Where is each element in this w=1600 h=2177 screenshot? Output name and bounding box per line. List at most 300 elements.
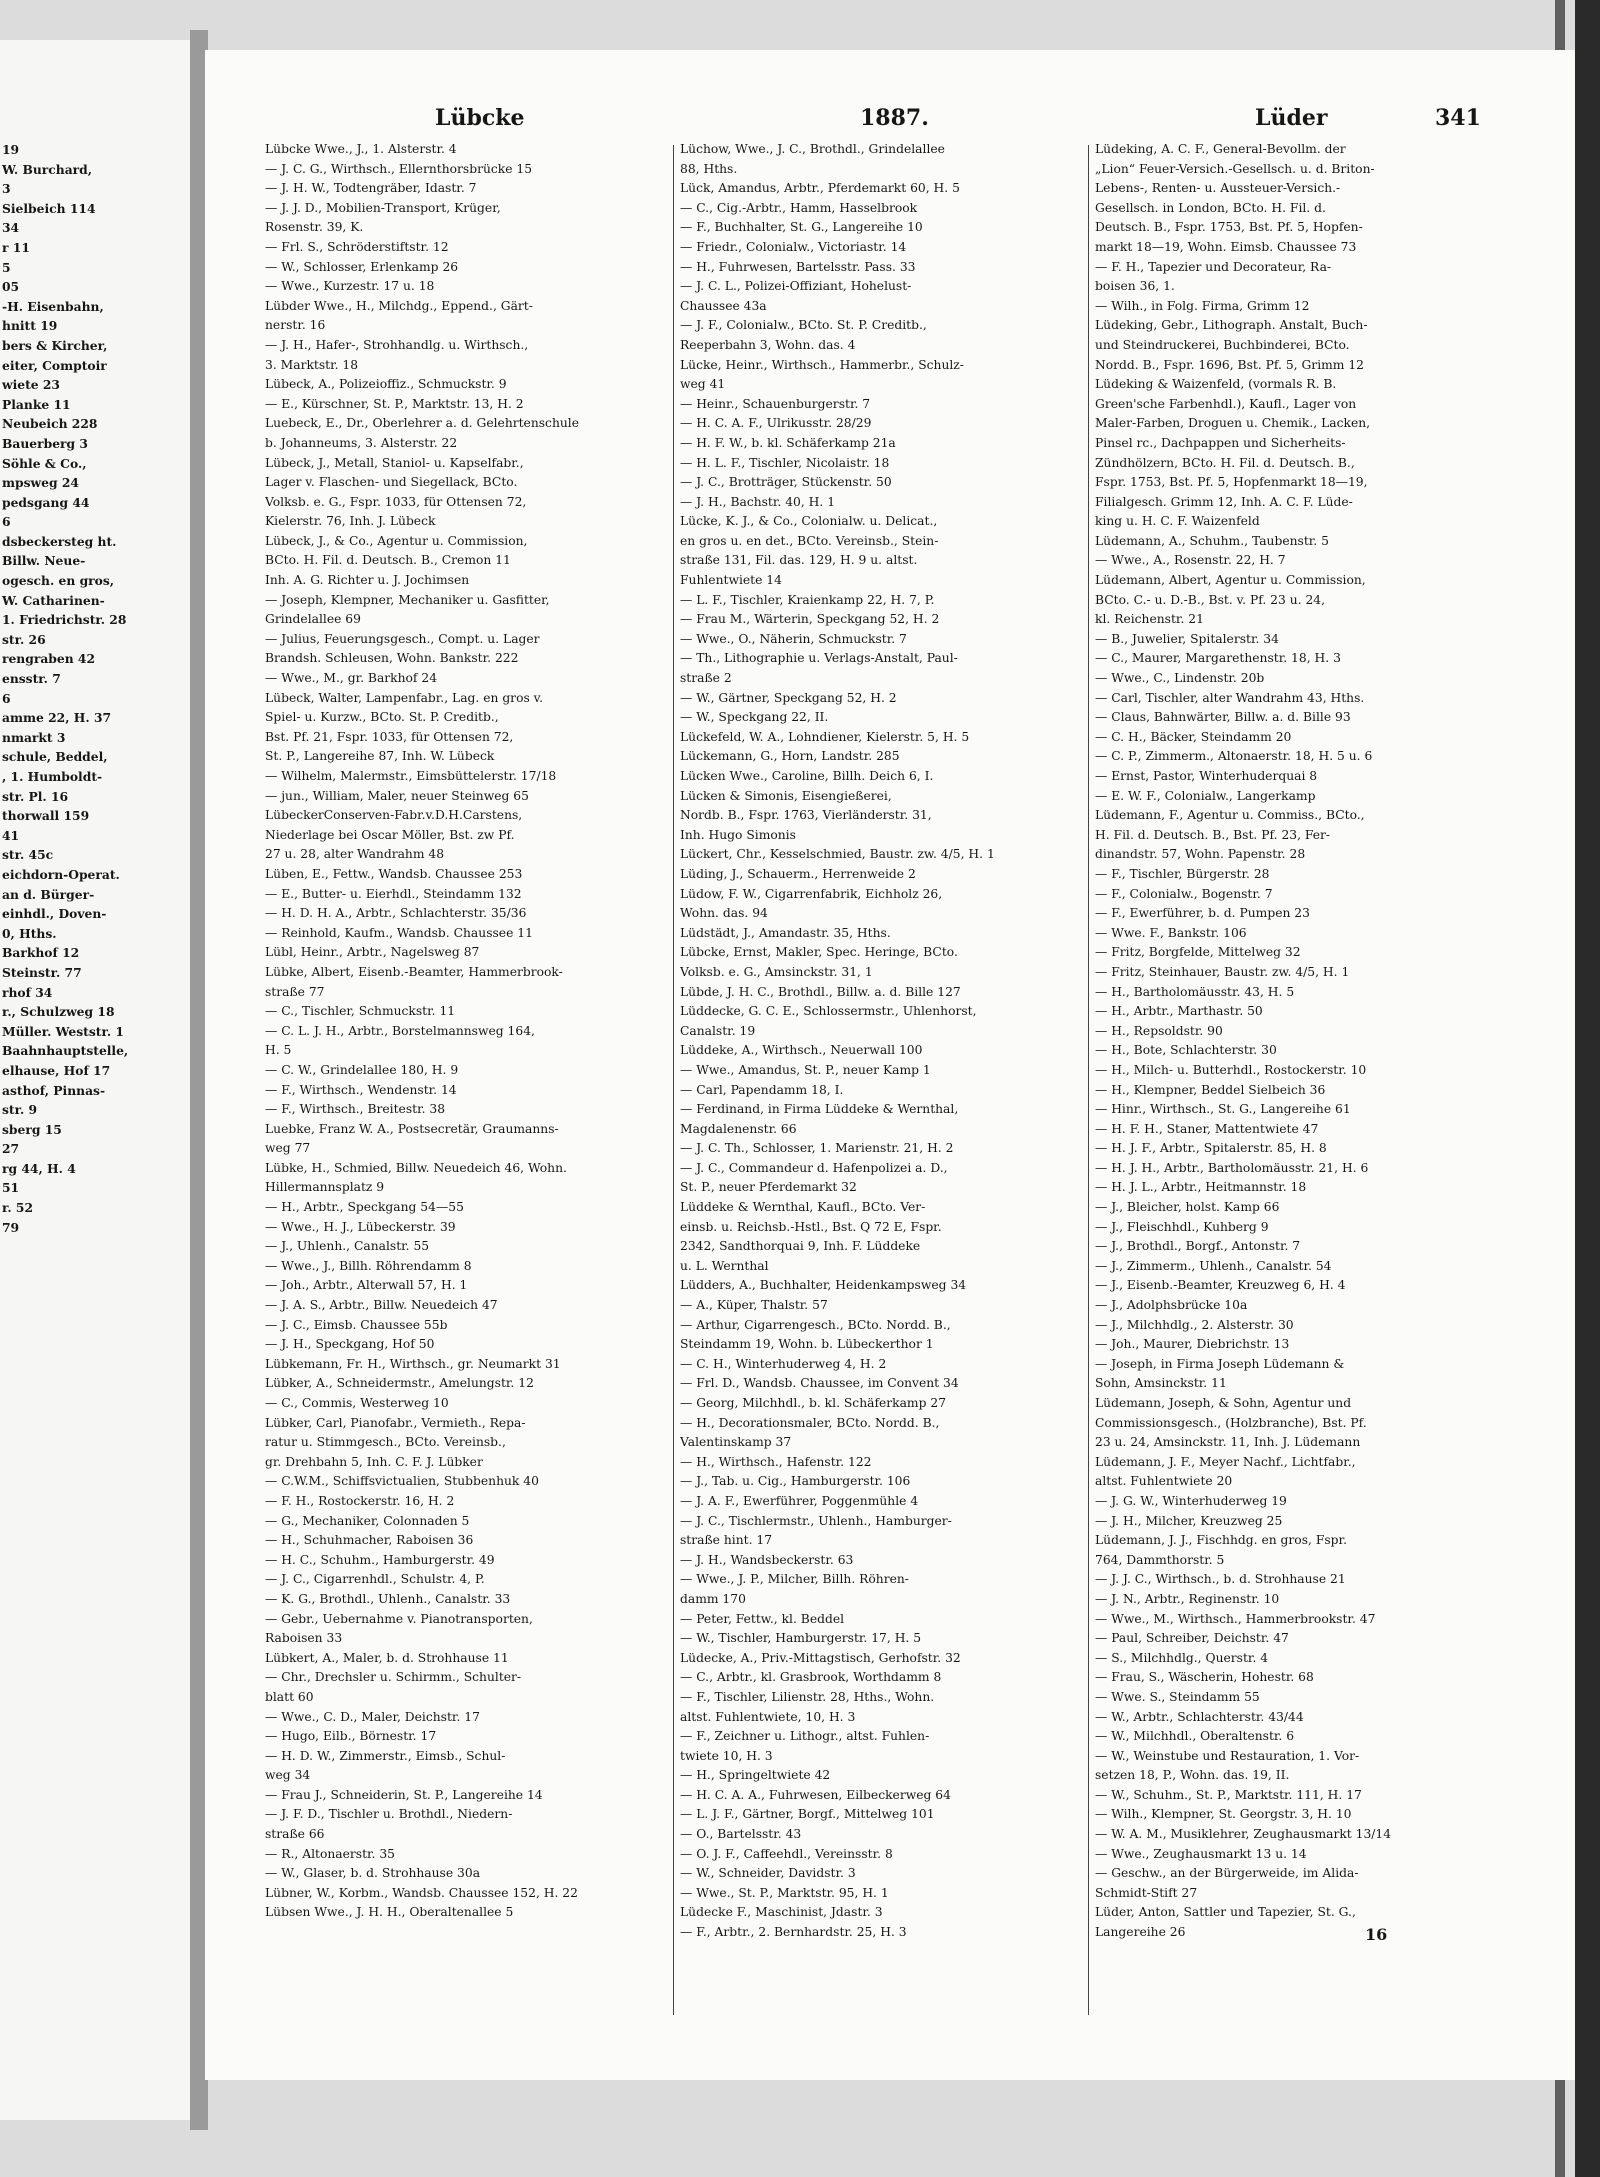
directory-entry: Lüdders, A., Buchhalter, Heidenkampsweg 34	[680, 1278, 967, 1293]
previous-page-line: str. 45c	[2, 847, 54, 863]
previous-page-line: amme 22, H. 37	[2, 710, 112, 726]
directory-entry: — Wwe. F., Bankstr. 106	[1095, 925, 1247, 940]
directory-entry: — Wwe., H. J., Lübeckerstr. 39	[265, 1219, 456, 1234]
directory-entry: — F., Buchhalter, St. G., Langereihe 10	[680, 220, 923, 235]
previous-page-line: einhdl., Doven-	[2, 906, 107, 922]
directory-entry: Lüdemann, J. F., Meyer Nachf., Lichtfabr.,	[1095, 1454, 1356, 1469]
previous-page-line: Sielbeich 114	[2, 200, 96, 216]
directory-entry: 23 u. 24, Amsinckstr. 11, Inh. J. Lüdemann	[1095, 1435, 1361, 1450]
directory-entry: Lübde, J. H. C., Brothdl., Billw. a. d. Bille 127	[680, 984, 961, 999]
previous-page-line: 27	[2, 1141, 20, 1157]
column-1	[265, 140, 670, 1923]
directory-entry: — J. H., Hafer-, Strohhandlg. u. Wirthsch.,	[265, 337, 529, 352]
previous-page-line: thorwall 159	[2, 808, 90, 824]
directory-entry: — H., Springeltwiete 42	[680, 1768, 831, 1783]
directory-entry: — H., Arbtr., Marthastr. 50	[1095, 1004, 1263, 1019]
directory-entry: — H. J. H., Arbtr., Bartholomäusstr. 21, H. 6	[1095, 1160, 1369, 1175]
directory-entry: — Frl. D., Wandsb. Chaussee, im Convent 34	[680, 1376, 959, 1391]
directory-entry: Valentinskamp 37	[680, 1435, 792, 1450]
previous-page-line: Billw. Neue-	[2, 553, 86, 569]
directory-entry: — F., Ewerführer, b. d. Pumpen 23	[1095, 906, 1310, 921]
directory-entry: Volksb. e. G., Fspr. 1033, für Ottensen 72,	[265, 494, 527, 509]
previous-page-line: r. 52	[2, 1200, 34, 1216]
directory-entry: Lübsen Wwe., J. H. H., Oberaltenallee 5	[265, 1905, 514, 1920]
directory-entry: — Wwe., O., Näherin, Schmuckstr. 7	[680, 631, 907, 646]
directory-entry: — C. L. J. H., Arbtr., Borstelmannsweg 164,	[265, 1023, 535, 1038]
previous-page-edge	[0, 40, 192, 2120]
directory-entry: — L. J. F., Gärtner, Borgf., Mittelweg 101	[680, 1807, 935, 1822]
directory-entry: 2342, Sandthorquai 9, Inh. F. Lüddeke	[680, 1239, 921, 1254]
directory-entry: — J. H. W., Todtengräber, Idastr. 7	[265, 181, 477, 196]
directory-entry: — Friedr., Colonialw., Victoriastr. 14	[680, 239, 907, 254]
directory-entry: kl. Reichenstr. 21	[1095, 612, 1204, 627]
directory-entry: — H. F. H., Staner, Mattentwiete 47	[1095, 1121, 1319, 1136]
directory-entry: — A., Küper, Thalstr. 57	[680, 1298, 828, 1313]
directory-entry: Inh. Hugo Simonis	[680, 827, 796, 842]
directory-entry: Lüdow, F. W., Cigarrenfabrik, Eichholz 26,	[680, 886, 943, 901]
previous-page-line: wiete 23	[2, 377, 60, 393]
previous-page-line: nmarkt 3	[2, 729, 66, 745]
directory-entry: Lüding, J., Schauerm., Herrenweide 2	[680, 866, 916, 881]
directory-entry: — Hinr., Wirthsch., St. G., Langereihe 61	[1095, 1102, 1351, 1117]
previous-page-line: ogesch. en gros,	[2, 573, 115, 589]
directory-entry: Luebke, Franz W. A., Postsecretär, Graumanns-	[265, 1121, 559, 1136]
previous-page-line: bers & Kircher,	[2, 337, 108, 353]
previous-page-line: W. Burchard,	[2, 161, 93, 177]
directory-entry: Deutsch. B., Fspr. 1753, Bst. Pf. 5, Hopfen-	[1095, 220, 1363, 235]
directory-entry: — J. A. S., Arbtr., Billw. Neuedeich 47	[265, 1298, 498, 1313]
directory-entry: — Wwe., St. P., Marktstr. 95, H. 1	[680, 1885, 889, 1900]
directory-entry: gr. Drehbahn 5, Inh. C. F. J. Lübker	[265, 1454, 483, 1469]
directory-entry: — H., Bote, Schlachterstr. 30	[1095, 1043, 1277, 1058]
previous-page-line: 51	[2, 1180, 20, 1196]
previous-page-line: Steinstr. 77	[2, 964, 82, 980]
previous-page-line: rhof 34	[2, 984, 53, 1000]
directory-entry: und Steindruckerei, Buchbinderei, BCto.	[1095, 337, 1350, 352]
previous-page-line: 05	[2, 279, 20, 295]
directory-entry: — W., Glaser, b. d. Strohhause 30a	[265, 1866, 481, 1881]
directory-entry: — F., Colonialw., Bogenstr. 7	[1095, 886, 1273, 901]
directory-entry: — K. G., Brothdl., Uhlenh., Canalstr. 33	[265, 1591, 511, 1606]
directory-entry: — W., Schlosser, Erlenkamp 26	[265, 259, 459, 274]
directory-entry: Lüdeking, A. C. F., General-Bevollm. der	[1095, 142, 1346, 156]
directory-entry: u. L. Wernthal	[680, 1258, 769, 1273]
running-head-left: Lübcke	[435, 105, 525, 131]
directory-entry: — Fritz, Steinhauer, Baustr. zw. 4/5, H. 1	[1095, 964, 1350, 979]
directory-entry: — O. J. F., Caffeehdl., Vereinsstr. 8	[680, 1846, 893, 1861]
directory-entry: — J. C. L., Polizei-Offiziant, Hohelust-	[680, 279, 912, 294]
directory-entry: Zündhölzern, BCto. H. Fil. d. Deutsch. B.,	[1095, 455, 1355, 470]
directory-entry: Lückefeld, W. A., Lohndiener, Kielerstr. 5, H. 5	[680, 729, 970, 744]
previous-page-line: Planke 11	[2, 396, 71, 412]
directory-entry: Lückert, Chr., Kesselschmied, Baustr. zw. 4/5, H. 1	[680, 847, 995, 862]
previous-page-line: 19	[2, 142, 20, 157]
directory-entry: — J., Adolphsbrücke 10a	[1095, 1298, 1248, 1313]
directory-entry: — S., Milchhdlg., Querstr. 4	[1095, 1650, 1269, 1665]
directory-entry: „Lion“ Feuer-Versich.-Gesellsch. u. d. Briton-	[1095, 161, 1375, 176]
directory-entry: — W., Arbtr., Schlachterstr. 43/44	[1095, 1709, 1304, 1724]
directory-entry: — H., Wirthsch., Hafenstr. 122	[680, 1454, 872, 1469]
directory-entry: weg 34	[265, 1768, 311, 1783]
directory-entry: — H. C., Schuhm., Hamburgerstr. 49	[265, 1552, 495, 1567]
directory-entry: — E. W. F., Colonialw., Langerkamp	[1095, 788, 1316, 803]
directory-entry: 3. Marktstr. 18	[265, 357, 359, 372]
directory-entry: — Frau J., Schneiderin, St. P., Langereihe 14	[265, 1787, 543, 1802]
previous-page-line: rg 44, H. 4	[2, 1160, 76, 1176]
directory-entry: markt 18—19, Wohn. Eimsb. Chaussee 73	[1095, 239, 1357, 254]
directory-entry: Lübke, Albert, Eisenb.-Beamter, Hammerbrook-	[265, 964, 563, 979]
directory-entry: — C., Tischler, Schmuckstr. 11	[265, 1004, 456, 1019]
previous-page-line: , 1. Humboldt-	[2, 769, 103, 784]
directory-entry: — F., Zeichner u. Lithogr., altst. Fuhlen-	[680, 1729, 930, 1744]
previous-page-line: -H. Eisenbahn,	[2, 298, 104, 314]
directory-entry: — F., Tischler, Lilienstr. 28, Hths., Wohn.	[680, 1689, 935, 1704]
previous-page-line: str. 9	[2, 1102, 38, 1118]
directory-entry: BCto. C.- u. D.-B., Bst. v. Pf. 23 u. 24,	[1095, 592, 1326, 607]
directory-entry: — H., Klempner, Beddel Sielbeich 36	[1095, 1082, 1326, 1097]
previous-page-line: 41	[2, 827, 20, 843]
directory-entry: — Wilh., in Folg. Firma, Grimm 12	[1095, 298, 1310, 313]
directory-entry: — Ernst, Pastor, Winterhuderquai 8	[1095, 769, 1318, 783]
directory-entry: Volksb. e. G., Amsinckstr. 31, 1	[680, 964, 873, 979]
directory-entry: Lüdeking & Waizenfeld, (vormals R. B.	[1095, 377, 1337, 392]
directory-entry: boisen 36, 1.	[1095, 279, 1175, 294]
previous-page-line: elhause, Hof 17	[2, 1062, 111, 1078]
directory-entry: Langereihe 26	[1095, 1925, 1186, 1940]
directory-entry: twiete 10, H. 3	[680, 1748, 773, 1763]
directory-entry: — H., Milch- u. Butterhdl., Rostockerstr. 10	[1095, 1062, 1367, 1077]
previous-page-line: 79	[2, 1219, 20, 1235]
signature-mark: 16	[1365, 1925, 1388, 1944]
directory-entry: — R., Altonaerstr. 35	[265, 1846, 395, 1861]
directory-entry: Lebens-, Renten- u. Aussteuer-Versich.-	[1095, 181, 1341, 196]
directory-entry: damm 170	[680, 1591, 746, 1606]
directory-entry: Kielerstr. 76, Inh. J. Lübeck	[265, 514, 436, 529]
directory-entry: — Wwe. S., Steindamm 55	[1095, 1689, 1260, 1704]
column-rule-1	[673, 145, 674, 2015]
directory-entry: Fspr. 1753, Bst. Pf. 5, Hopfenmarkt 18—19,	[1095, 475, 1368, 490]
previous-page-line: Baahnhauptstelle,	[2, 1043, 129, 1059]
directory-entry: — H. C. A. F., Ulrikusstr. 28/29	[680, 416, 872, 431]
directory-entry: Brandsh. Schleusen, Wohn. Bankstr. 222	[265, 651, 519, 666]
previous-page-text	[0, 140, 190, 1237]
running-head-right: Lüder	[1255, 105, 1328, 131]
directory-entry: — J. C., Brotträger, Stückenstr. 50	[680, 475, 892, 490]
directory-entry: — J. C. Th., Schlosser, 1. Marienstr. 21, H. 2	[680, 1141, 954, 1156]
directory-entry: Lübker, Carl, Pianofabr., Vermieth., Repa-	[265, 1415, 526, 1430]
directory-entry: Lüdeking, Gebr., Lithograph. Anstalt, Buch-	[1095, 318, 1368, 333]
directory-entry: b. Johanneums, 3. Alsterstr. 22	[265, 435, 458, 450]
directory-entry: — Wwe., Amandus, St. P., neuer Kamp 1	[680, 1062, 931, 1077]
directory-entry: — H., Arbtr., Speckgang 54—55	[265, 1200, 464, 1215]
directory-entry: — J., Milchhdlg., 2. Alsterstr. 30	[1095, 1317, 1294, 1332]
previous-page-line: Neubeich 228	[2, 416, 98, 432]
previous-page-line: pedsgang 44	[2, 494, 90, 510]
directory-entry: en gros u. en det., BCto. Vereinsb., Stein-	[680, 533, 939, 548]
directory-entry: — Chr., Drechsler u. Schirmm., Schulter-	[265, 1670, 522, 1685]
directory-entry: Lübeck, A., Polizeioffiz., Schmuckstr. 9	[265, 377, 507, 392]
directory-entry: — Wilh., Klempner, St. Georgstr. 3, H. 10	[1095, 1807, 1352, 1822]
directory-entry: — Frau M., Wärterin, Speckgang 52, H. 2	[680, 612, 940, 627]
directory-entry: Lüdecke, A., Priv.-Mittagstisch, Gerhofstr. 32	[680, 1650, 961, 1665]
directory-entry: — O., Bartelsstr. 43	[680, 1827, 802, 1842]
directory-entry: Lüddeke, A., Wirthsch., Neuerwall 100	[680, 1043, 923, 1058]
column-3	[1095, 140, 1500, 1943]
directory-entry: Lüder, Anton, Sattler und Tapezier, St. G.,	[1095, 1905, 1356, 1920]
running-head-year: 1887.	[860, 105, 929, 131]
previous-page-line: eiter, Comptoir	[2, 357, 107, 373]
directory-entry: Raboisen 33	[265, 1631, 343, 1646]
directory-entry: — H. F. W., b. kl. Schäferkamp 21a	[680, 435, 896, 450]
directory-entry: — J. J. D., Mobilien-Transport, Krüger,	[265, 200, 501, 215]
directory-entry: altst. Fuhlentwiete 20	[1095, 1474, 1233, 1489]
directory-entry: — Peter, Fettw., kl. Beddel	[680, 1611, 845, 1626]
directory-entry: Rosenstr. 39, K.	[265, 220, 364, 235]
directory-entry: — C.W.M., Schiffsvictualien, Stubbenhuk 40	[265, 1474, 539, 1489]
directory-entry: — C. P., Zimmerm., Altonaerstr. 18, H. 5 u. 6	[1095, 749, 1373, 764]
directory-entry: BCto. H. Fil. d. Deutsch. B., Cremon 11	[265, 553, 511, 568]
directory-entry: — Joseph, in Firma Joseph Lüdemann &	[1095, 1356, 1345, 1371]
directory-page	[205, 50, 1575, 2080]
directory-entry: — Joh., Arbtr., Alterwall 57, H. 1	[265, 1278, 468, 1293]
previous-page-line: 34	[2, 220, 20, 236]
directory-entry: — Fritz, Borgfelde, Mittelweg 32	[1095, 945, 1301, 960]
directory-entry: — H., Repsoldstr. 90	[1095, 1023, 1223, 1038]
directory-entry: — Georg, Milchhdl., b. kl. Schäferkamp 27	[680, 1396, 947, 1410]
directory-entry: — W., Tischler, Hamburgerstr. 17, H. 5	[680, 1631, 922, 1646]
directory-entry: — J. C., Eimsb. Chaussee 55b	[265, 1317, 448, 1332]
directory-entry: — G., Mechaniker, Colonnaden 5	[265, 1513, 470, 1528]
directory-entry: — C., Commis, Westerweg 10	[265, 1396, 449, 1410]
previous-page-line: Barkhof 12	[2, 945, 80, 961]
directory-entry: Lüdemann, J. J., Fischhdg. en gros, Fspr.	[1095, 1533, 1347, 1548]
directory-entry: Chaussee 43a	[680, 298, 767, 313]
directory-entry: 764, Dammthorstr. 5	[1095, 1552, 1225, 1567]
directory-entry: — F., Tischler, Bürgerstr. 28	[1095, 866, 1270, 881]
directory-entry: — H. J. L., Arbtr., Heitmannstr. 18	[1095, 1180, 1307, 1195]
directory-entry: — J. C., Commandeur d. Hafenpolizei a. D.,	[680, 1160, 948, 1175]
directory-entry: straße 2	[680, 671, 732, 686]
directory-entry: — Wwe., J. P., Milcher, Billh. Röhren-	[680, 1572, 909, 1587]
directory-entry: Maler-Farben, Droguen u. Chemik., Lacken,	[1095, 416, 1371, 431]
directory-entry: Steindamm 19, Wohn. b. Lübeckerthor 1	[680, 1337, 934, 1352]
directory-entry: — J. G. W., Winterhuderweg 19	[1095, 1493, 1287, 1508]
directory-entry: — J., Zimmerm., Uhlenh., Canalstr. 54	[1095, 1258, 1332, 1273]
directory-entry: — F., Wirthsch., Breitestr. 38	[265, 1102, 446, 1117]
directory-entry: — J. N., Arbtr., Reginenstr. 10	[1095, 1591, 1280, 1606]
directory-entry: — W., Gärtner, Speckgang 52, H. 2	[680, 690, 897, 705]
directory-entry: Lüdemann, A., Schuhm., Taubenstr. 5	[1095, 533, 1329, 548]
directory-entry: — Paul, Schreiber, Deichstr. 47	[1095, 1631, 1289, 1646]
previous-page-line: 0, Hths.	[2, 925, 57, 941]
directory-entry: Lückemann, G., Horn, Landstr. 285	[680, 749, 900, 764]
directory-entry: Lüdemann, Albert, Agentur u. Commission,	[1095, 573, 1366, 588]
directory-entry: Lüdemann, Joseph, & Sohn, Agentur und	[1095, 1396, 1352, 1410]
directory-entry: H. 5	[265, 1043, 292, 1058]
directory-entry: — F., Wirthsch., Wendenstr. 14	[265, 1082, 457, 1097]
directory-entry: — E., Butter- u. Eierhdl., Steindamm 132	[265, 886, 522, 901]
directory-entry: — J. H., Milcher, Kreuzweg 25	[1095, 1513, 1283, 1528]
directory-entry: — C. W., Grindelallee 180, H. 9	[265, 1062, 459, 1077]
directory-entry: weg 77	[265, 1141, 311, 1156]
directory-entry: — C. H., Winterhuderweg 4, H. 2	[680, 1356, 887, 1371]
directory-entry: — H. C. A. A., Fuhrwesen, Eilbeckerweg 64	[680, 1787, 951, 1802]
page-number: 341	[1435, 105, 1481, 131]
directory-entry: Luebeck, E., Dr., Oberlehrer a. d. Gelehrtenschule	[265, 416, 579, 431]
directory-entry: Lübner, W., Korbm., Wandsb. Chaussee 152, H. 22	[265, 1885, 578, 1900]
directory-entry: king u. H. C. F. Waizenfeld	[1095, 514, 1260, 529]
directory-entry: Niederlage bei Oscar Möller, Bst. zw Pf.	[265, 827, 515, 842]
previous-page-line: rengraben 42	[2, 651, 96, 667]
directory-entry: — Hugo, Eilb., Börnestr. 17	[265, 1729, 437, 1744]
previous-page-line: r 11	[2, 239, 30, 255]
directory-entry: Lüdecke F., Maschinist, Jdastr. 3	[680, 1905, 883, 1920]
directory-entry: Green'sche Farbenhdl.), Kaufl., Lager von	[1095, 396, 1357, 411]
directory-entry: Lübeck, J., Metall, Staniol- u. Kapselfabr.,	[265, 455, 524, 470]
previous-page-line: 1. Friedrichstr. 28	[2, 612, 127, 628]
directory-entry: — J., Uhlenh., Canalstr. 55	[265, 1239, 430, 1254]
directory-entry: Lüben, E., Fettw., Wandsb. Chaussee 253	[265, 866, 523, 881]
previous-page-line: mpsweg 24	[2, 475, 79, 491]
directory-entry: — J. F., Colonialw., BCto. St. P. Creditb.,	[680, 318, 927, 333]
directory-entry: — W., Speckgang 22, II.	[680, 710, 829, 725]
directory-entry: Lüchow, Wwe., J. C., Brothdl., Grindelallee	[680, 142, 945, 156]
column-rule-2	[1088, 145, 1089, 2015]
directory-entry: Lücke, Heinr., Wirthsch., Hammerbr., Schulz-	[680, 357, 964, 372]
directory-entry: — Wwe., M., Wirthsch., Hammerbrookstr. 47	[1095, 1611, 1376, 1626]
directory-entry: Canalstr. 19	[680, 1023, 756, 1038]
directory-entry: — F. H., Rostockerstr. 16, H. 2	[265, 1493, 455, 1508]
directory-entry: setzen 18, P., Wohn. das. 19, II.	[1095, 1768, 1290, 1783]
directory-entry: Hillermannsplatz 9	[265, 1180, 385, 1195]
directory-entry: — J. H., Bachstr. 40, H. 1	[680, 494, 836, 509]
directory-entry: Pinsel rc., Dachpappen und Sicherheits-	[1095, 435, 1346, 450]
directory-entry: — E., Kürschner, St. P., Marktstr. 13, H. 2	[265, 396, 524, 411]
directory-entry: Lübker, A., Schneidermstr., Amelungstr. 12	[265, 1376, 534, 1391]
directory-entry: Grindelallee 69	[265, 612, 361, 627]
directory-entry: — Wwe., A., Rosenstr. 22, H. 7	[1095, 553, 1286, 568]
directory-entry: — L. F., Tischler, Kraienkamp 22, H. 7, P.	[680, 592, 935, 607]
directory-entry: — F., Arbtr., 2. Bernhardstr. 25, H. 3	[680, 1925, 907, 1940]
directory-entry: altst. Fuhlentwiete, 10, H. 3	[680, 1709, 856, 1724]
directory-entry: — H. D. W., Zimmerstr., Eimsb., Schul-	[265, 1748, 506, 1763]
previous-page-line: Müller. Weststr. 1	[2, 1023, 124, 1039]
directory-entry: straße 77	[265, 984, 325, 999]
directory-entry: — Joh., Maurer, Diebrichstr. 13	[1095, 1337, 1290, 1352]
directory-entry: straße 131, Fil. das. 129, H. 9 u. altst.	[680, 553, 918, 568]
directory-entry: — Wwe., Kurzestr. 17 u. 18	[265, 279, 435, 294]
previous-page-line: hnitt 19	[2, 318, 58, 334]
directory-entry: — Arthur, Cigarrengesch., BCto. Nordd. B.,	[680, 1317, 951, 1332]
directory-entry: — J. F. D., Tischler u. Brothdl., Niedern-	[265, 1807, 513, 1822]
directory-entry: nerstr. 16	[265, 318, 326, 333]
previous-page-line: 6	[2, 514, 11, 530]
previous-page-line: Söhle & Co.,	[2, 455, 87, 471]
directory-entry: St. P., neuer Pferdemarkt 32	[680, 1180, 857, 1195]
directory-entry: — Julius, Feuerungsgesch., Compt. u. Lager	[265, 631, 540, 646]
directory-entry: — F. H., Tapezier und Decorateur, Ra-	[1095, 259, 1332, 274]
previous-page-line: dsbeckersteg ht.	[2, 533, 117, 549]
previous-page-line: 3	[2, 181, 11, 197]
column-2	[680, 140, 1085, 1943]
directory-entry: — Wwe., Zeughausmarkt 13 u. 14	[1095, 1846, 1307, 1861]
directory-entry: — J. H., Speckgang, Hof 50	[265, 1337, 435, 1352]
directory-entry: — B., Juwelier, Spitalerstr. 34	[1095, 631, 1279, 646]
directory-entry: — Carl, Papendamm 18, I.	[680, 1082, 844, 1097]
directory-entry: Lübl, Heinr., Arbtr., Nagelsweg 87	[265, 945, 480, 960]
directory-entry: — J., Fleischhdl., Kuhberg 9	[1095, 1219, 1269, 1234]
directory-entry: — Heinr., Schauenburgerstr. 7	[680, 396, 871, 411]
directory-entry: Lübke, H., Schmied, Billw. Neuedeich 46, Wohn.	[265, 1160, 567, 1175]
directory-entry: — H., Fuhrwesen, Bartelsstr. Pass. 33	[680, 259, 916, 274]
directory-entry: — Wilhelm, Malermstr., Eimsbüttelerstr. 17/18	[265, 769, 557, 783]
directory-entry: — Wwe., C. D., Maler, Deichstr. 17	[265, 1709, 480, 1724]
previous-page-line: sberg 15	[2, 1121, 62, 1137]
directory-entry: — J. C. G., Wirthsch., Ellernthorsbrücke 15	[265, 161, 533, 176]
directory-entry: Lüddecke, G. C. E., Schlossermstr., Uhlenhorst,	[680, 1004, 977, 1019]
directory-entry: Bst. Pf. 21, Fspr. 1033, für Ottensen 72,	[265, 729, 514, 744]
directory-entry: ratur u. Stimmgesch., BCto. Vereinsb.,	[265, 1435, 506, 1450]
directory-entry: — H., Schuhmacher, Raboisen 36	[265, 1533, 474, 1548]
previous-page-line: asthof, Pinnas-	[2, 1082, 106, 1098]
directory-entry: Nordb. B., Fspr. 1763, Vierländerstr. 31,	[680, 808, 932, 823]
directory-entry: Lücken Wwe., Caroline, Billh. Deich 6, I.	[680, 769, 934, 783]
directory-entry: — Ferdinand, in Firma Lüddeke & Wernthal,	[680, 1102, 959, 1117]
previous-page-line: 6	[2, 690, 11, 706]
directory-entry: — C., Cig.-Arbtr., Hamm, Hasselbrook	[680, 200, 918, 215]
directory-entry: — H. J. F., Arbtr., Spitalerstr. 85, H. 8	[1095, 1141, 1327, 1156]
directory-entry: straße 66	[265, 1827, 325, 1842]
directory-entry: Lübcke, Ernst, Makler, Spec. Heringe, BCto.	[680, 945, 958, 960]
directory-entry: Schmidt-Stift 27	[1095, 1885, 1198, 1900]
directory-entry: blatt 60	[265, 1689, 314, 1704]
directory-entry: — W., Milchhdl., Oberaltenstr. 6	[1095, 1729, 1295, 1744]
directory-entry: — Geschw., an der Bürgerweide, im Alida-	[1095, 1866, 1359, 1881]
directory-entry: Commissionsgesch., (Holzbranche), Bst. Pf.	[1095, 1415, 1367, 1430]
previous-page-line: eichdorn-Operat.	[2, 866, 120, 882]
previous-page-line: ensstr. 7	[2, 671, 61, 687]
directory-entry: — C., Maurer, Margarethenstr. 18, H. 3	[1095, 651, 1341, 666]
directory-entry: 27 u. 28, alter Wandrahm 48	[265, 847, 445, 862]
directory-entry: Gesellsch. in London, BCto. H. Fil. d.	[1095, 200, 1326, 215]
directory-entry: — J., Eisenb.-Beamter, Kreuzweg 6, H. 4	[1095, 1278, 1346, 1293]
previous-page-line: schule, Beddel,	[2, 749, 108, 765]
right-border	[1575, 0, 1600, 2177]
previous-page-line: W. Catharinen-	[2, 592, 105, 608]
directory-entry: — Reinhold, Kaufm., Wandsb. Chaussee 11	[265, 925, 533, 940]
directory-entry: Nordd. B., Fspr. 1696, Bst. Pf. 5, Grimm 12	[1095, 357, 1364, 372]
directory-entry: — J. H., Wandsbeckerstr. 63	[680, 1552, 854, 1567]
directory-entry: — Wwe., M., gr. Barkhof 24	[265, 671, 438, 686]
directory-entry: Lüdstädt, J., Amandastr. 35, Hths.	[680, 925, 891, 940]
directory-entry: Lüddeke & Wernthal, Kaufl., BCto. Ver-	[680, 1200, 926, 1215]
directory-entry: Lück, Amandus, Arbtr., Pferdemarkt 60, H. 5	[680, 181, 960, 196]
directory-entry: Lager v. Flaschen- und Siegellack, BCto.	[265, 475, 518, 490]
directory-entry: — J., Bleicher, holst. Kamp 66	[1095, 1200, 1280, 1215]
directory-entry: — J., Tab. u. Cig., Hamburgerstr. 106	[680, 1474, 911, 1489]
previous-page-line: str. Pl. 16	[2, 788, 69, 804]
directory-entry: Filialgesch. Grimm 12, Inh. A. C. F. Lüde-	[1095, 494, 1353, 509]
directory-entry: — H. D. H. A., Arbtr., Schlachterstr. 35/36	[265, 906, 527, 921]
directory-entry: — H., Decorationsmaler, BCto. Nordd. B.,	[680, 1415, 940, 1430]
directory-entry: Lücken & Simonis, Eisengießerei,	[680, 788, 892, 803]
previous-page-line: 5	[2, 259, 11, 275]
directory-entry: Sohn, Amsinckstr. 11	[1095, 1376, 1227, 1391]
directory-entry: — C., Arbtr., kl. Grasbrook, Worthdamm 8	[680, 1670, 942, 1685]
directory-entry: Magdalenenstr. 66	[680, 1121, 797, 1136]
directory-entry: — W. A. M., Musiklehrer, Zeughausmarkt 13/14	[1095, 1827, 1392, 1842]
directory-entry: Lübkemann, Fr. H., Wirthsch., gr. Neumarkt 31	[265, 1356, 561, 1371]
